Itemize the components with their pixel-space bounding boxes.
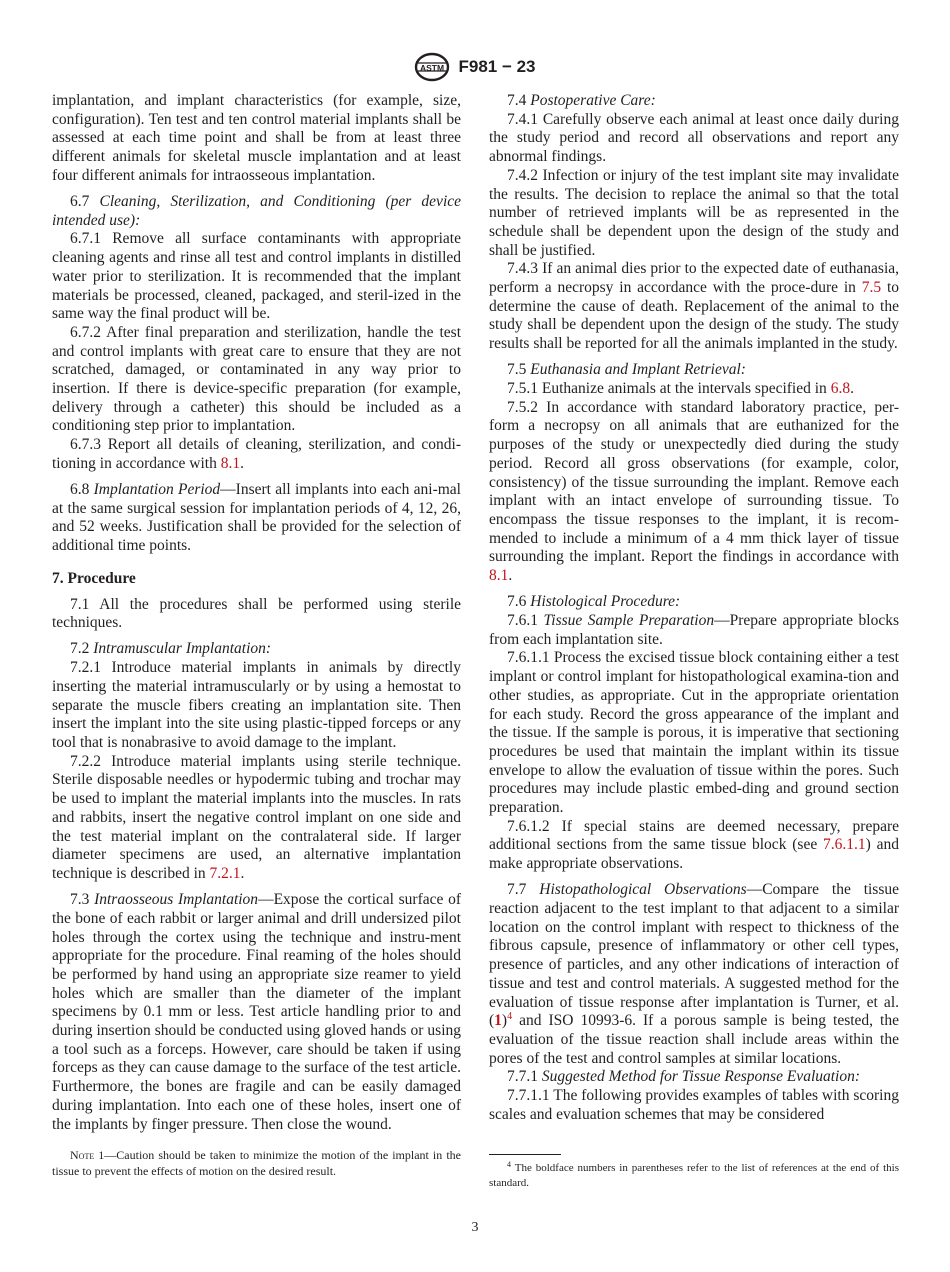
standard-designation: F981 − 23 — [458, 57, 536, 76]
section-7-5-1: 7.5.1 Euthanize animals at the intervals specified in 6.8. — [507, 380, 854, 398]
footnote-ref-4[interactable]: 4 — [507, 1011, 513, 1023]
section-7-2-1: 7.2.1 Introduce material implants in animals by directly inserting the material intramuscularly or by using a hemostat to separate the muscle fibers creating an implantation site. Then insert the implant into the site using plastic-tipped forceps or any tool that is nonabrasive to avoid damage to the implant. — [52, 659, 461, 751]
ref-link-6-8[interactable]: 6.8 — [830, 380, 851, 398]
page-number: 3 — [471, 1220, 479, 1235]
section-7-4-3: 7.4.3 If an animal dies prior to the expected date of euthanasia, perform a necropsy in accordance with the proce-dure in 7.5 to determine the cause of death. Replacement of the animal to the study shall be dependent upon the design of the study. The study results shall be reported for all the animals implanted in the study. — [489, 260, 900, 353]
ref-link-7-2-1[interactable]: 7.2.1 — [209, 864, 241, 882]
section-7-2: 7.2 Intramuscular Implantation: — [70, 640, 272, 658]
section-7-4-1: 7.4.1 Carefully observe each animal at least once daily during the study period and record all observations and report any abnormal findings. — [489, 110, 899, 166]
section-7-heading: 7. Procedure — [52, 569, 136, 587]
footnote-divider — [489, 1154, 561, 1155]
ref-link-1[interactable]: 1 — [494, 1012, 502, 1030]
section-7-7: 7.7 Histopathological Observations—Compare the tissue reaction adjacent to the test implant to that adjacent to a similar location on the control implant with respect to thickness of the fibrous capsule, presence of inflammatory or other cell types, presence of particles, and any other indications of interaction of tissue and test and control materials. A suggested method for the evaluation of tissue response after implantation is Turner, et al. (1)$^4$ and ISO 10993-6. If a porous sample is being tested, the evaluation of the tissue reaction shall include areas within the pores of the test and control samples at similar locations. — [489, 881, 900, 1067]
section-6-7-1: 6.7.1 Remove all surface contaminants with appropriate cleaning agents and rinse all test and control implants in distilled water prior to sterilization. It is recommended that the implant materials be processed, cleaned, packaged, and steril-ized in the same way the final product will be. — [52, 230, 461, 323]
section-7-4: 7.4 Postoperative Care: — [507, 92, 656, 109]
svg-text:ASTM: ASTM — [420, 63, 445, 73]
section-7-5-2: 7.5.2 In accordance with standard laboratory practice, per-form a necropsy on all animals that are euthanized for the purposes of the study or unexpectedly died during the study period. Record all gross observations (for example, color, consistency) of the tissue surrounding the implant. Remove each implant with an intact envelope of surrounding tissue. To encompass the tissue responses to the implant, it is recom-mended to include a minimum of a 4 mm thick layer of tissue surrounding the implant. Report the findings in accordance with 8.1. — [489, 398, 899, 585]
section-6-7-3: 6.7.3 Report all details of cleaning, sterilization, and condi-tioning in accordance with 8.1. — [52, 436, 461, 472]
note-1: Note 1—Caution should be taken to minimize the motion of the implant in the tissue to prevent the effects of motion on the desired result. — [52, 1148, 461, 1179]
section-7-2-2: 7.2.2 Introduce material implants using sterile technique. Sterile disposable needles or hypodermic tubing and trochar may be used to implant the material implants into the muscles. In rats and rabbits, insert the negative control implant on one side and the test material implant on the contralateral side. If larger diameter specimens are used, an alternative implantation technique is described in 7.2.1. — [52, 752, 461, 882]
ref-link-7-5[interactable]: 7.5 — [861, 279, 882, 297]
paragraph-continued: implantation, and implant characteristics (for example, size, configuration). Ten test and ten control material implants shall be assessed at each time point and shall be from at least three different animals for skeletal muscle implantation and at least four different animals for intraosseous implantation. — [52, 92, 461, 184]
left-column — [52, 92, 461, 1179]
right-column — [489, 92, 899, 1124]
section-7-6-1-1: 7.6.1.1 Process the excised tissue block containing either a test implant or control implant for histopathological examina-tion and other studies, as appropriate. Cut in the appropriate orientation for each study. Record the gross appearance of the implant and the tissue. If the sample is porous, it is imperative that sectioning procedures be used that maintain the implant within its tissue envelope to allow the evaluation of tissue within the pores. Such procedures may include plastic embed-ding and ground section preparation. — [489, 649, 899, 817]
section-7-6-1: 7.6.1 Tissue Sample Preparation—Prepare appropriate blocks from each implantation site. — [489, 611, 899, 648]
page-header — [0, 52, 950, 87]
section-7-5: 7.5 Euthanasia and Implant Retrieval: — [507, 361, 746, 379]
section-6-8: 6.8 Implantation Period—Insert all implants into each ani-mal at the same surgical session for implantation periods of 4, 12, 26, and 52 weeks. Justification shall be provided for the selection of additional time points. — [52, 481, 461, 555]
footnote-4: $^4$ The boldface numbers in parentheses refer to the list of references at the end of this standard. — [489, 1160, 899, 1189]
section-7-7-1: 7.7.1 Suggested Method for Tissue Response Evaluation: — [507, 1068, 861, 1086]
section-7-3: 7.3 Intraosseous Implantation—Expose the cortical surface of the bone of each rabbit or larger animal and drill undersized pilot holes through the cortex using the technique and instru-ment appropriate for the procedure. Final reaming of the holes should be performed by hand using an appropriate size reamer to yield holes which are smaller than the diameter of the implant specimens by 0.1 mm or less. Test article handling prior to and during insertion should be conducted using gloved hands or using a tool such as a forceps. However, care should be taken if using forceps as they can cause damage to the surface of the test article. Furthermore, the bones are fragile and can be easily damaged during implantation. Into each one of these holes, insert one of the implants by finger pressure. Then close the wound. — [52, 891, 461, 1133]
section-7-6: 7.6 Histological Procedure: — [507, 593, 681, 611]
section-7-6-1-2: 7.6.1.2 If special stains are deemed necessary, prepare additional sections from the same tissue block (see 7.6.1.1) and make appropriate observations. — [489, 817, 899, 873]
ref-link-8-1-b[interactable]: 8.1 — [489, 567, 509, 585]
section-6-7-2: 6.7.2 After final preparation and sterilization, handle the test and control implants with great care to ensure that they are not scratched, damaged, or contaminated in any way prior to insertion. If there is device-specific preparation (for example, delivery through a catheter) this should be included as a conditioning step prior to implantation. — [52, 323, 461, 435]
section-7-4-2: 7.4.2 Infection or injury of the test implant site may invalidate the results. The decision to replace the animal so that the total number of retrieved implants will be as represented in the schedule shall be dependent upon the design of the study and shall be justified. — [489, 166, 899, 259]
section-7-7-1-1: 7.7.1.1 The following provides examples of tables with scoring scales and evaluation schemes that may be considered — [489, 1087, 899, 1123]
ref-link-8-1[interactable]: 8.1 — [220, 454, 241, 472]
section-7-1: 7.1 All the procedures shall be performed using sterile techniques. — [52, 595, 461, 632]
ref-link-7-6-1-1[interactable]: 7.6.1.1 — [823, 836, 866, 854]
astm-logo-icon — [414, 52, 450, 82]
section-6-7: 6.7 Cleaning, Sterilization, and Conditioning (per device intended use): — [52, 193, 462, 229]
